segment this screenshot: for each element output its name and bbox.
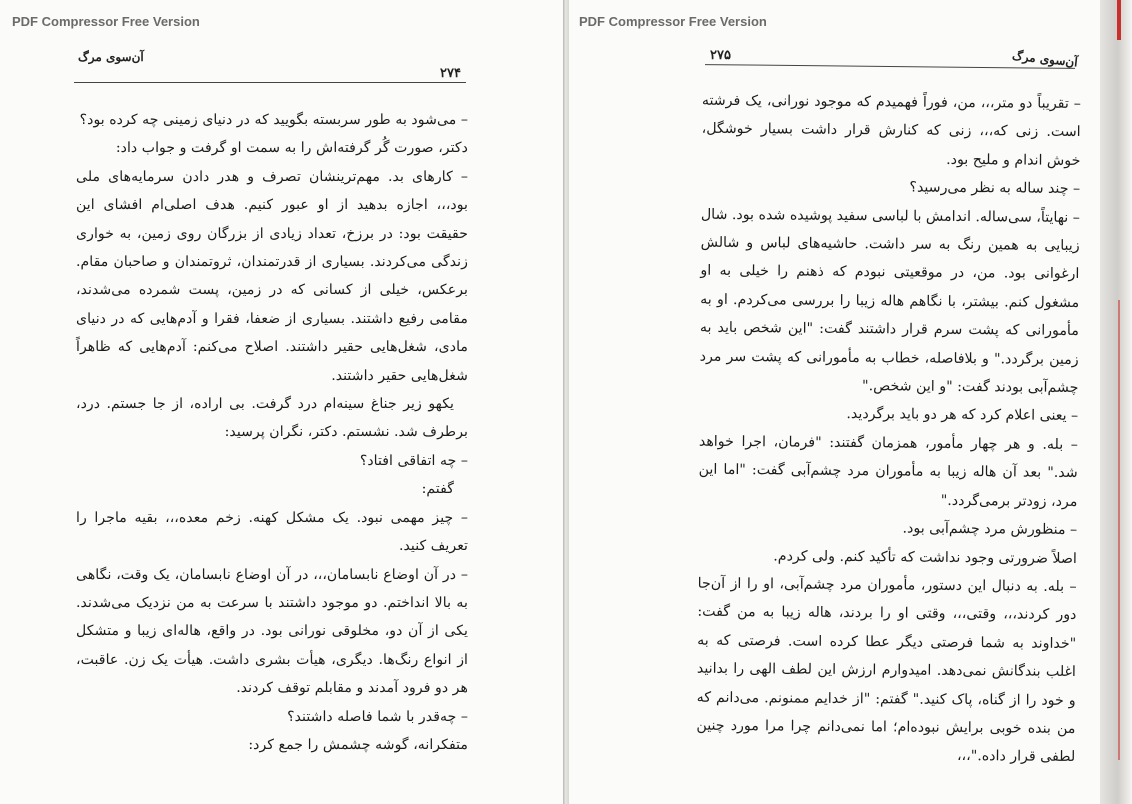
paragraph: – بله. به دنبال این دستور، مأموران مرد چشم‌آبی، او را از آن‌جا دور کردند،،، وقتی،،، وقتی او را بردند، هاله زیبا به من گفت: "خداوند به شما فرصتی دیگر عطا کرده است. فرصتی که به اغلب بندگانش نمی‌دهد. امیدوارم ارزش این لطف الهی را بدانید و خود را از گناه، پاک کنید." گفتم: "از خدایم ممنونم. می‌دانم که من بنده خوبی برایش نبوده‌ام؛ اما نمی‌دانم چرا مرا مورد چنین لطفی قرار داده."،،، — [696, 575, 1077, 766]
red-edge-mark — [1118, 300, 1120, 760]
paragraph: – می‌شود به طور سربسته بگویید که در دنیای زمینی چه کرده بود؟ — [79, 112, 468, 128]
header-rule — [74, 82, 466, 83]
paragraph: – چند ساله به نظر می‌رسید؟ — [909, 179, 1081, 198]
page-number: ۲۷۵ — [710, 48, 731, 63]
paragraph: – تقریباً دو متر،،، من، فوراً فهمیدم که موجود نورانی، یک فرشته است. زنی که،،، زنی که کنارش قرار داشت بسیار خوشگل، خوش اندام و ملیح بود. — [701, 92, 1081, 169]
body-text — [696, 87, 1081, 772]
red-edge-mark — [1117, 0, 1121, 40]
paragraph: یکهو زیر جناغ سینه‌ام درد گرفت. بی اراده، از جا جستم. درد، برطرف شد. نشستم. دکتر، نگران پرسید: — [76, 396, 468, 441]
paragraph: – چیز مهمی نبود. یک مشکل کهنه. زخم معده،،، بقیه ماجرا را تعریف کنید. — [76, 509, 468, 555]
paragraph: – چه‌قدر با شما فاصله داشتند؟ — [287, 708, 468, 725]
page-edge — [1100, 0, 1132, 804]
running-head: آن‌سوی مرگ — [78, 50, 144, 64]
paragraph: – منظورش مرد چشم‌آبی بود. — [902, 520, 1078, 539]
paragraph: دکتر، صورت گُر گرفته‌اش را به سمت او گرفت و جواب داد: — [115, 140, 468, 157]
paragraph: – چه اتفاقی افتاد؟ — [359, 452, 468, 469]
paragraph: اصلاً ضرورتی وجود نداشت که تأکید کنم. ولی کردم. — [773, 547, 1077, 567]
watermark: PDF Compressor Free Version — [12, 14, 200, 29]
paragraph: – نهایتاً، سی‌ساله. اندامش با لباسی سفید پوشیده شده بود. شال زیبایی به همین رنگ به سر داشت. حاشیه‌های لباس و شالش ارغوانی بود. من، در موقعیتی نبودم که ذهنم را خیلی به او مشغول کنم. بیشتر، با نگاهم هاله زیبا را بررسی می‌کردم. او به مأمورانی که پشت سرم قرار داشتند گفت: "این شخص باید به زمین برگردد." و بلافاصله، خطاب به مأمورانی که پشت سر مرد چشم‌آبی بودند گفت: "و این شخص." — [699, 206, 1080, 397]
paragraph: – کارهای بد. مهم‌ترینشان تصرف و هدر دادن سرمایه‌های ملی بود،،، اجازه بدهید از او عبور کنیم. هدف اصلی‌ام افشای این حقیقت بود: در برزخ، تعداد زیادی از بزرگان روی زمین، به خواری زندگی می‌کردند. بسیاری از قدرتمندان، ثروتمندان و صاحبان مقام. برعکس، خیلی از کسانی که در زمین، پست شمرده می‌شدند، مقامی رفیع داشتند. بسیاری از ضعفا، فقرا و آدم‌هایی که در دنیای مادی، شغل‌هایی حقیر داشتند. اصلاح می‌کنم: آدم‌هایی که ظاهراً شغل‌هایی حقیر داشتند. — [76, 168, 468, 384]
header-rule — [705, 64, 1075, 69]
paragraph: – بله. و هر چهار مأمور، همزمان گفتند: "فرمان، اجرا خواهد شد." بعد آن هاله زیبا به مأموران مرد چشم‌آبی گفت: "اما این مرد، زودتر برمی‌گردد." — [698, 433, 1078, 510]
body-text — [76, 106, 468, 759]
watermark: PDF Compressor Free Version — [579, 14, 767, 29]
paragraph: – یعنی اعلام کرد که هر دو باید برگردید. — [846, 406, 1079, 425]
page-number: ۲۷۴ — [440, 66, 461, 81]
paragraph: متفکرانه، گوشه چشمش را جمع کرد: — [248, 736, 468, 753]
right-page — [569, 0, 1100, 804]
paragraph: – در آن اوضاع نابسامان،،، در آن اوضاع نابسامان، یک وقت، نگاهی به بالا انداختم. دو موجود داشتند با سرعت به من نزدیک می‌شدند. یکی از آن دو، مخلوقی نورانی بود. در واقع، هاله‌ای زیبا و متشکل از انواع رنگ‌ها. دیگری، هیأت بشری داشت. هیأت یک زن. عاقبت، هر دو فرود آمدند و مقابلم توقف کردند. — [76, 566, 468, 697]
paragraph: گفتم: — [421, 481, 454, 498]
left-page — [0, 0, 563, 804]
running-head: آن‌سوی مرگ — [1011, 48, 1079, 70]
